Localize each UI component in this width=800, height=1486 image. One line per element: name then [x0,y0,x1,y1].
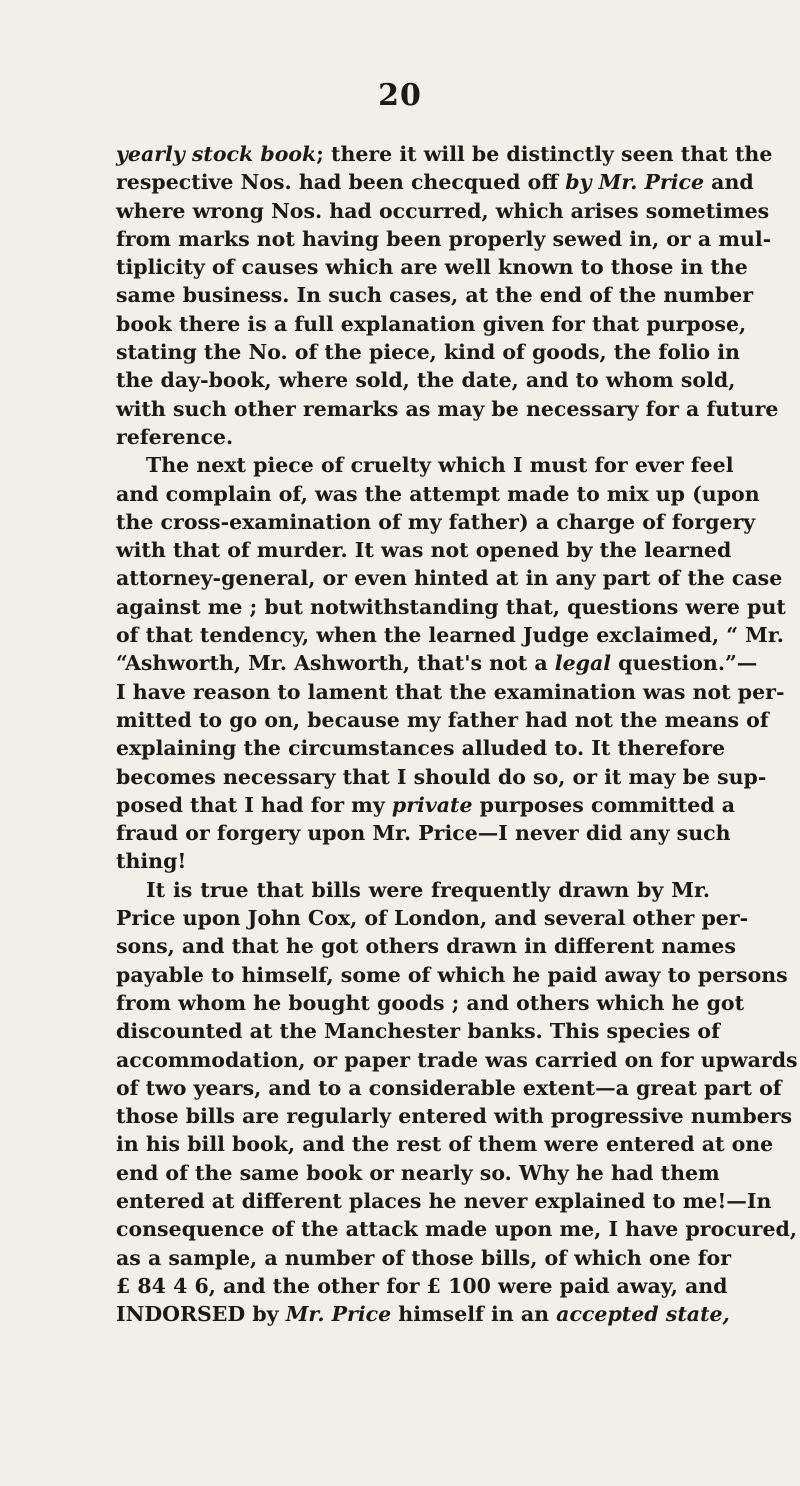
text-run: It is true that bills were frequently drawn by Mr. [146,877,710,902]
text-run: from whom he bought goods ; and others which he got [116,990,745,1015]
text-run: with that of murder. It was not opened by the learned [116,538,732,563]
text-run: consequence of the attack made upon me, I have procured, [116,1217,797,1242]
text-run: posed that I had for my [116,792,392,817]
text-line [116,734,726,762]
text-run: book there is a full explanation given for that purpose, [116,311,747,336]
text-run: “Ashworth, Mr. Ashworth, that's not a [116,651,555,676]
text-run: the day-book, where sold, the date, and to whom sold, [116,368,736,393]
text-run: of that tendency, when the learned Judge exclaimed, “ Mr. [116,623,784,648]
text-line [116,1187,772,1215]
text-line [116,253,748,281]
text-line [116,564,783,592]
text-line [116,338,740,366]
text-line [116,1159,720,1187]
text-run: and [704,170,754,195]
text-line [116,621,784,649]
text-run: attorney-general, or even hinted at in any part of the case [116,566,783,591]
text-line [116,904,749,932]
page-number: 20 [378,78,422,113]
text-line [116,1272,728,1300]
text-run: stating the No. of the piece, kind of goods, the folio in [116,340,740,365]
text-run: same business. In such cases, at the end of the number [116,283,754,308]
text-line [116,395,779,423]
text-run: those bills are regularly entered with progressive numbers [116,1104,793,1129]
text-line [116,1046,798,1074]
italic-text: yearly stock book [116,142,317,166]
text-line [116,961,788,989]
text-line [116,791,736,819]
body-text [116,140,798,1328]
text-run: discounted at the Manchester banks. This species of [116,1019,720,1044]
text-run: I have reason to lament that the examination was not per- [116,679,785,704]
text-line [116,310,747,338]
italic-text: by Mr. Price [565,170,705,195]
text-run: himself in an [391,1302,557,1327]
text-line [116,593,786,621]
text-line [116,1244,732,1272]
text-run: the cross-examination of my father) a charge of forgery [116,509,756,534]
text-run: of two years, and to a considerable extent—a great part of [116,1075,782,1100]
text-line [116,763,767,791]
italic-text: legal [554,651,612,676]
text-line [116,1074,782,1102]
italic-text: Mr. Price [285,1302,392,1327]
italic-text: accepted state, [556,1302,730,1327]
text-line [116,508,756,536]
text-run: explaining the circumstances alluded to. It therefore [116,736,726,761]
text-line [116,932,736,960]
text-run: from marks not having been properly sewed in, or a mul- [116,226,772,251]
text-run: becomes necessary that I should do so, or it may be sup- [116,764,767,789]
text-line [116,876,710,904]
text-run: thing! [116,849,187,874]
text-line [116,1130,774,1158]
text-run: payable to himself, some of which he paid away to persons [116,962,788,987]
text-run: in his bill book, and the rest of them were entered at one [116,1132,774,1157]
text-run: ; there it will be distinctly seen that the [316,142,773,166]
text-run: reference. [116,424,234,449]
text-run: purposes committed a [472,792,736,817]
text-run: £ 84 4 6, and the other for £ 100 were paid away, and [116,1273,728,1298]
text-run: The next piece of cruelty which I must for ever feel [146,453,734,478]
text-run: fraud or forgery upon Mr. Price—I never did any such [116,821,731,846]
text-line [116,197,770,225]
text-line [116,989,745,1017]
text-run: respective Nos. had been checqued off [116,170,566,195]
text-run: INDORSED by [116,1302,286,1327]
text-run: where wrong Nos. had occurred, which arises sometimes [116,198,770,223]
text-line [116,819,731,847]
text-run: sons, and that he got others drawn in different names [116,934,736,959]
text-run: tiplicity of causes which are well known to those in the [116,255,748,280]
text-line [116,451,734,479]
text-run: accommodation, or paper trade was carried on for upwards [116,1047,798,1072]
text-line [116,1102,793,1130]
text-line [116,168,754,196]
text-line [116,1300,730,1328]
text-line [116,423,710,451]
text-run: end of the same book or nearly so. Why he had them [116,1160,720,1185]
text-run: with such other remarks as may be necessary for a future [116,396,779,421]
text-run: mitted to go on, because my father had not the means of [116,707,769,732]
text-line [116,706,769,734]
text-line [116,480,760,508]
text-line [116,281,754,309]
text-run: as a sample, a number of those bills, of which one for [116,1245,732,1270]
text-line [116,678,785,706]
text-line [116,366,736,394]
text-line [116,1215,797,1243]
text-run: entered at different places he never explained to me!—In [116,1188,772,1213]
text-run: and complain of, was the attempt made to mix up (upon [116,481,760,506]
italic-text: private [391,792,473,817]
text-line [116,1017,720,1045]
text-line [116,847,710,875]
text-line [116,225,772,253]
text-run: question.”— [611,651,758,676]
text-run: against me ; but notwithstanding that, questions were put [116,594,786,619]
text-line [116,536,732,564]
text-run: Price upon John Cox, of London, and several other per- [116,906,749,931]
text-line [116,140,773,168]
text-line [116,649,758,677]
